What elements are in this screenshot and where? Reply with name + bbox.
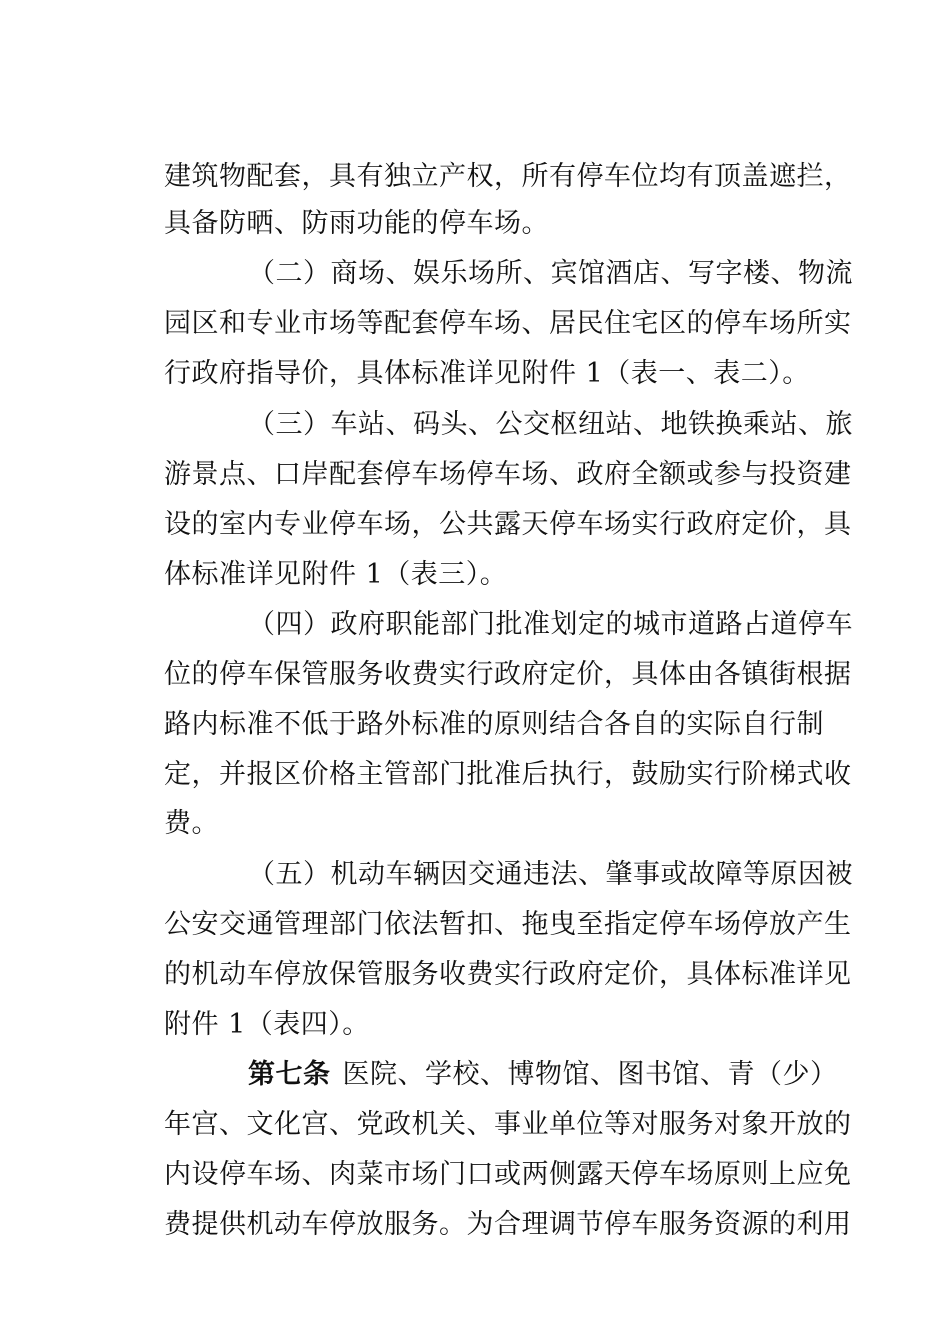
text-line: 附件 1（表四）。 — [164, 1009, 370, 1040]
text-line: 内设停车场、肉菜市场门口或两侧露天停车场原则上应免 — [164, 1159, 852, 1190]
text-line: （二）商场、娱乐场所、宾馆酒店、写字楼、物流 — [248, 258, 853, 289]
text-line: （三）车站、码头、公交枢纽站、地铁换乘站、旅 — [248, 409, 853, 440]
text-line: 设的室内专业停车场，公共露天停车场实行政府定价，具 — [164, 509, 852, 540]
text-line: 费提供机动车停放服务。为合理调节停车服务资源的利用 — [164, 1209, 852, 1240]
article-line — [248, 1058, 838, 1092]
text-line: 游景点、口岸配套停车场停车场、政府全额或参与投资建 — [164, 459, 852, 490]
text-line: 具备防晒、防雨功能的停车场。 — [164, 208, 549, 239]
text-line: 医院、学校、博物馆、图书馆、青（少） — [342, 1059, 838, 1090]
text-line: （五）机动车辆因交通违法、肇事或故障等原因被 — [248, 859, 853, 890]
text-line: 路内标准不低于路外标准的原则结合各自的实际自行制 — [164, 709, 824, 740]
text-line: 位的停车保管服务收费实行政府定价，具体由各镇街根据 — [164, 659, 852, 690]
text-line: 的机动车停放保管服务收费实行政府定价，具体标准详见 — [164, 959, 852, 990]
text-line: 费。 — [164, 808, 219, 839]
text-line: 体标准详见附件 1（表三）。 — [164, 559, 508, 590]
text-line: 定，并报区价格主管部门批准后执行，鼓励实行阶梯式收 — [164, 759, 852, 790]
article-heading: 第七条 — [248, 1059, 331, 1090]
text-line: （四）政府职能部门批准划定的城市道路占道停车 — [248, 609, 853, 640]
text-line: 建筑物配套，具有独立产权，所有停车位均有顶盖遮拦， — [164, 161, 852, 192]
text-line: 年宫、文化宫、党政机关、事业单位等对服务对象开放的 — [164, 1109, 852, 1140]
text-line: 园区和专业市场等配套停车场、居民住宅区的停车场所实 — [164, 308, 852, 339]
text-line: 行政府指导价，具体标准详见附件 1（表一、表二）。 — [164, 358, 810, 389]
text-line: 公安交通管理部门依法暂扣、拖曳至指定停车场停放产生 — [164, 909, 852, 940]
